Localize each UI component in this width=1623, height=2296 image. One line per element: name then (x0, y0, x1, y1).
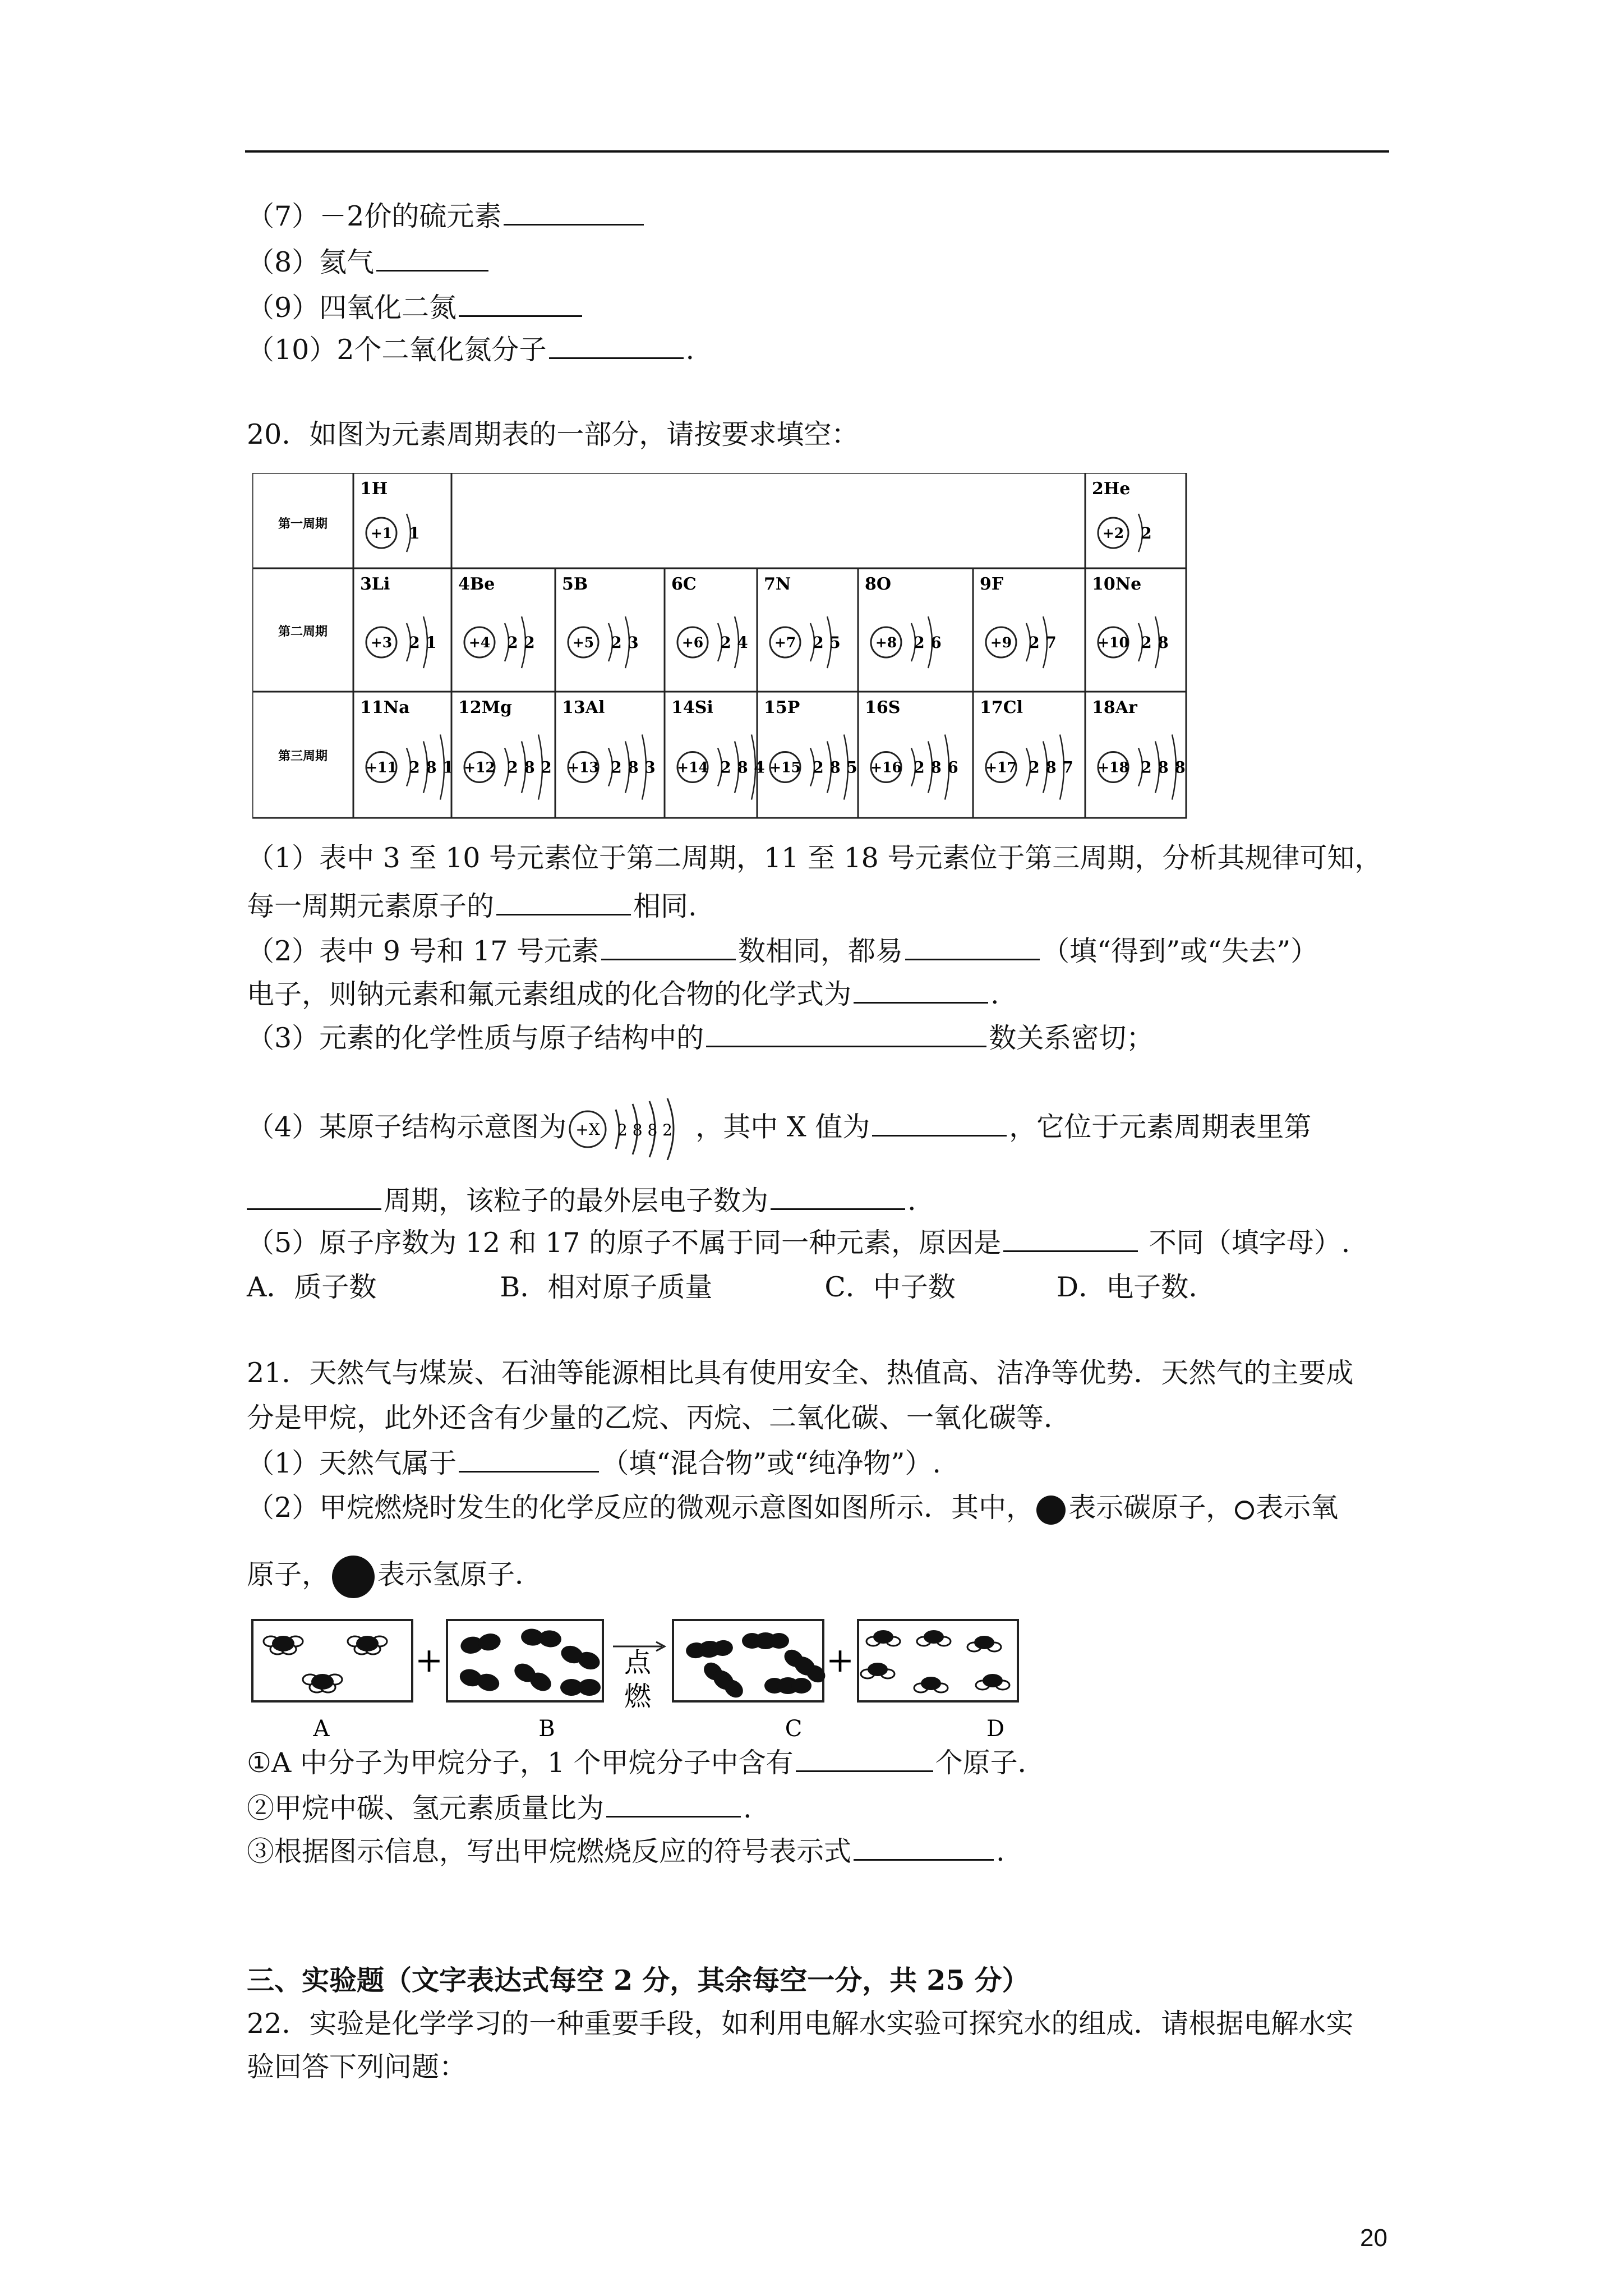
answer-blank[interactable] (771, 1184, 905, 1210)
answer-blank[interactable] (905, 934, 1040, 960)
nucleus-charge: +8 (875, 634, 897, 651)
electron-count: 2 (1141, 758, 1152, 777)
q21-sub2-line2: 原子， 表示氢原子． (247, 1554, 542, 1600)
element-symbol: 4Be (458, 574, 495, 594)
q20-sub4-line1: （4）某原子结构示意图为 +X 2 8 8 2 ，其中 X 值为 ，它位于元素周期表里第 (247, 1098, 1311, 1160)
oxygen-atom (769, 1633, 789, 1649)
carbon-atom (272, 1636, 294, 1651)
q20-sub2-line1: （2）表中 9 号和 17 号元素 数相同，都易 （填“得到”或“失去”） (247, 935, 1318, 967)
electron-count: 2 (409, 758, 420, 777)
option-c[interactable]: C．中子数 (824, 1271, 956, 1303)
option-a[interactable]: A．质子数 (247, 1271, 377, 1303)
electron-count: 2 (914, 758, 925, 777)
element-symbol: 3Li (360, 574, 390, 594)
electron-count: 8 (1174, 758, 1186, 777)
oxygen-atom (578, 1679, 601, 1696)
electron-count: 8 (1158, 633, 1169, 652)
nucleus-charge: +10 (1098, 634, 1129, 651)
electron-count: 8 (426, 758, 437, 777)
electron-count: 2 (507, 758, 518, 777)
nucleus-charge: +2 (1102, 525, 1124, 541)
oxygen-atom (873, 1630, 893, 1644)
electron-count: 7 (1045, 633, 1057, 652)
nucleus-charge: +17 (985, 759, 1017, 776)
nucleus-charge: +6 (681, 634, 704, 651)
nucleus-charge: +18 (1098, 759, 1129, 776)
answer-blank[interactable] (247, 1184, 381, 1210)
page-number: 20 (1360, 2224, 1387, 2252)
answer-blank[interactable] (854, 977, 988, 1004)
period-label: 第一周期 (278, 517, 328, 531)
electron-count: 2 (813, 633, 824, 652)
electron-count: 7 (1062, 758, 1073, 777)
nucleus-charge: +3 (370, 634, 393, 651)
electron-count: 3 (644, 758, 656, 777)
electron-count: 8 (930, 758, 942, 777)
electron-count: 8 (524, 758, 535, 777)
answer-blank[interactable] (376, 245, 488, 272)
electron-count: 5 (846, 758, 857, 777)
q19-item-9: （9）四氧化二氮 (247, 291, 584, 325)
element-symbol: 2He (1092, 479, 1131, 499)
q21-line1: 21．天然气与煤炭、石油等能源相比具有使用安全、热值高、洁净等优势．天然气的主要成 (247, 1357, 1354, 1389)
electron-count: 4 (737, 633, 748, 652)
nucleus-charge: +4 (468, 634, 491, 651)
electron-count: 2 (541, 758, 552, 777)
element-symbol: 17Cl (980, 698, 1023, 717)
electron-count: 2 (720, 758, 731, 777)
carbon-atom-icon (1034, 1494, 1068, 1526)
oxygen-atom (924, 1630, 944, 1644)
svg-text:+X: +X (575, 1120, 600, 1139)
oxygen-atom (921, 1677, 941, 1690)
q20-sub2-line2: 电子，则钠元素和氟元素组成的化合物的化学式为 . (247, 978, 999, 1010)
methane-combustion-diagram (250, 1616, 1046, 1742)
diagram-label-c: C (785, 1716, 803, 1742)
electron-count: 2 (1029, 758, 1040, 777)
q20-sub3: （3）元素的化学性质与原子结构中的 数关系密切； (247, 1022, 1154, 1054)
nucleus-charge: +14 (677, 759, 708, 776)
answer-blank[interactable] (504, 199, 644, 226)
electron-count: 6 (930, 633, 942, 652)
electron-count: 2 (914, 633, 925, 652)
element-symbol: 10Ne (1092, 574, 1142, 594)
electron-count: 8 (628, 758, 639, 777)
element-symbol: 13Al (562, 698, 605, 717)
nucleus-charge: +13 (568, 759, 599, 776)
electron-count: 8 (829, 758, 841, 777)
reaction-condition: 燃 (624, 1681, 652, 1712)
diagram-label-b: B (538, 1716, 555, 1742)
q19-item-10: （10）2个二氧化氮分子 . (247, 334, 695, 366)
electron-count: 8 (1045, 758, 1057, 777)
answer-blank[interactable] (549, 333, 684, 359)
answer-blank[interactable] (854, 1834, 994, 1861)
q22-line2: 验回答下列问题： (247, 2051, 467, 2083)
element-symbol: 14Si (671, 698, 713, 717)
q19-item-7: （7）－2价的硫元素 (247, 199, 646, 233)
section-heading: 三、实验题（文字表达式每空 2 分，其余每空一分，共 25 分） (247, 1964, 1030, 1996)
element-symbol: 8O (865, 574, 892, 594)
q22-line1: 22．实验是化学学习的一种重要手段，如利用电解水实验可探究水的组成．请根据电解水实 (247, 2008, 1354, 2040)
carbon-atom (311, 1674, 334, 1690)
nucleus-charge: +7 (774, 634, 796, 651)
q20-sub4-line2: 周期，该粒子的最外层电子数为 . (247, 1184, 916, 1218)
answer-blank[interactable] (496, 889, 631, 915)
oxygen-atom (538, 1630, 562, 1648)
element-symbol: 9F (980, 574, 1004, 594)
option-b[interactable]: B．相对原子质量 (500, 1271, 713, 1303)
svg-text:2 8 8 2: 2 8 8 2 (617, 1121, 673, 1139)
electron-count: 2 (524, 633, 535, 652)
carbon-atom (356, 1636, 379, 1651)
electron-count: 2 (409, 633, 420, 652)
periodic-table-figure (252, 473, 1189, 821)
oxygen-atom-icon (1233, 1499, 1256, 1521)
q19-item-8: （8）氦气 (247, 245, 491, 279)
element-symbol: 7N (764, 574, 791, 594)
element-symbol: 5B (562, 574, 588, 594)
period-label: 第二周期 (278, 624, 328, 639)
answer-blank[interactable] (459, 1446, 599, 1473)
q20-sub1-line2: 每一周期元素原子的 相同. (247, 890, 697, 922)
nucleus-charge: +11 (366, 759, 397, 776)
electron-count: 2 (611, 633, 622, 652)
answer-blank[interactable] (606, 1791, 741, 1818)
q21-sub2-1: ①A 中分子为甲烷分子，1 个甲烷分子中含有 个原子． (247, 1747, 1045, 1779)
period-label: 第三周期 (278, 749, 328, 763)
electron-count: 2 (1029, 633, 1040, 652)
electron-count: 2 (507, 633, 518, 652)
header-rule (245, 150, 1389, 153)
electron-count: 3 (628, 633, 639, 652)
q21-sub1: （1）天然气属于 （填“混合物”或“纯净物”）. (247, 1447, 941, 1479)
electron-count: 2 (611, 758, 622, 777)
hydrogen-atom-icon (329, 1554, 377, 1600)
element-symbol: 11Na (360, 698, 410, 717)
element-symbol: 15P (764, 698, 800, 717)
electron-count: 2 (813, 758, 824, 777)
electron-count: 2 (1141, 524, 1152, 542)
q21-line2: 分是甲烷，此外还含有少量的乙烷、丙烷、二氧化碳、一氧化碳等． (247, 1402, 1072, 1434)
electron-count: 5 (829, 633, 841, 652)
nucleus-charge: +12 (464, 759, 495, 776)
svg-text:+: + (826, 1641, 855, 1680)
answer-blank[interactable] (872, 1110, 1007, 1137)
electron-count: 2 (1141, 633, 1152, 652)
nucleus-charge: +15 (769, 759, 801, 776)
electron-count: 8 (1158, 758, 1169, 777)
electron-count: 1 (442, 758, 454, 777)
q20-sub5: （5）原子序数为 12 和 17 的原子不属于同一种元素，原因是 不同（填字母）. (247, 1227, 1350, 1259)
nucleus-charge: +16 (870, 759, 902, 776)
element-symbol: 1H (360, 479, 388, 499)
svg-text:+: + (414, 1641, 444, 1680)
answer-blank[interactable] (1003, 1226, 1138, 1252)
diagram-label-a: A (313, 1716, 330, 1742)
option-d[interactable]: D．电子数. (1056, 1271, 1197, 1303)
electron-count: 8 (737, 758, 748, 777)
atom-structure-icon (566, 1098, 695, 1160)
oxygen-atom (983, 1674, 1003, 1687)
nucleus-charge: +1 (370, 525, 393, 541)
oxygen-atom (791, 1678, 811, 1694)
element-symbol: 18Ar (1092, 698, 1137, 717)
q21-sub2-2: ②甲烷中碳、氢元素质量比为 . (247, 1792, 752, 1824)
answer-blank[interactable] (706, 1021, 986, 1047)
answer-blank[interactable] (459, 291, 582, 317)
nucleus-charge: +5 (572, 634, 594, 651)
q21-sub2-line1: （2）甲烷燃烧时发生的化学反应的微观示意图如图所示．其中， 表示碳原子， 表示氧 (247, 1491, 1338, 1526)
q20-options (247, 1271, 1197, 1304)
electron-count: 1 (426, 633, 437, 652)
nucleus-charge: +9 (990, 634, 1012, 651)
q20-title: 20．如图为元素周期表的一部分，请按要求填空： (247, 418, 859, 450)
q20-sub1-line1: （1）表中 3 至 10 号元素位于第二周期，11 至 18 号元素位于第三周期，分析其规律可知， (247, 842, 1382, 874)
diagram-label-d: D (986, 1716, 1005, 1742)
element-symbol: 16S (865, 698, 901, 717)
answer-blank[interactable] (601, 934, 736, 960)
element-symbol: 6C (671, 574, 697, 594)
q21-sub2-3: ③根据图示信息，写出甲烷燃烧反应的符号表示式 . (247, 1835, 1005, 1867)
oxygen-atom (868, 1663, 888, 1676)
electron-count: 2 (720, 633, 731, 652)
electron-count: 6 (947, 758, 958, 777)
electron-count: 4 (754, 758, 765, 777)
reaction-condition: 点 (624, 1647, 652, 1678)
element-symbol: 12Mg (458, 698, 512, 717)
answer-blank[interactable] (796, 1746, 933, 1772)
oxygen-atom (974, 1636, 994, 1649)
electron-count: 1 (409, 524, 420, 542)
